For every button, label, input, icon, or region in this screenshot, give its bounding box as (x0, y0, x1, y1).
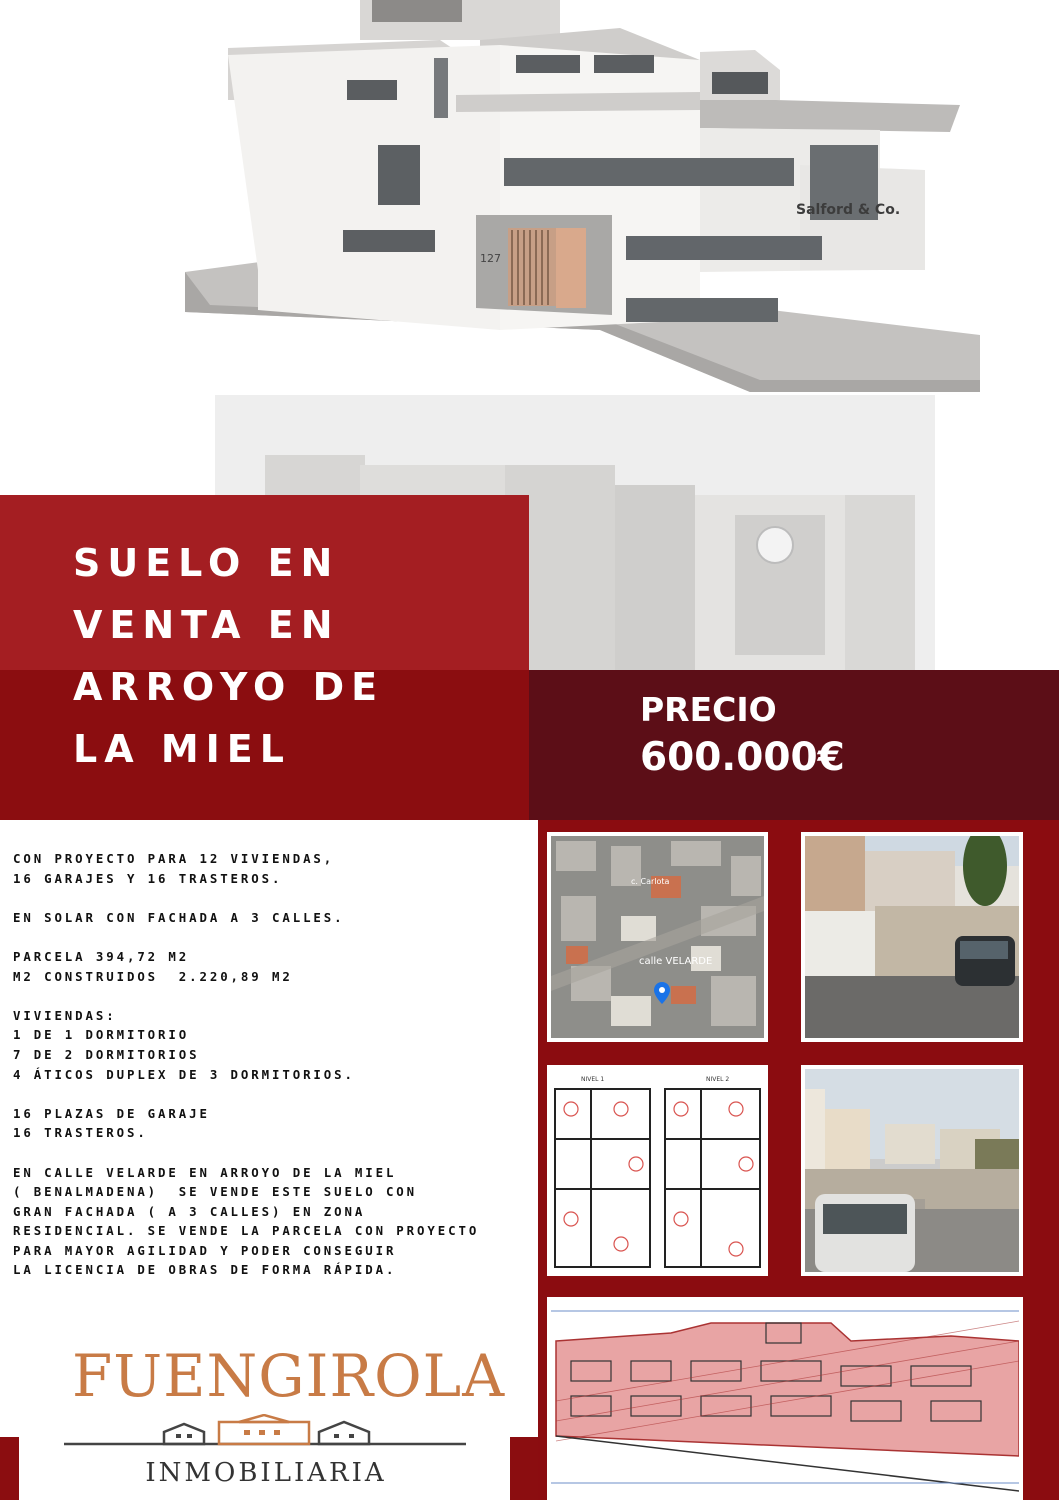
price-value: 600.000€ (640, 735, 845, 780)
description-paragraph (13, 908, 538, 928)
description-line: PARA MAYOR AGILIDAD Y PODER CONSEGUIR (13, 1242, 397, 1258)
plan-label-right: NIVEL 2 (706, 1076, 730, 1083)
house-number: 127 (480, 252, 501, 265)
description-line: EN CALLE VELARDE EN ARROYO DE LA MIEL (13, 1164, 397, 1180)
description-line: 16 GARAJES Y 16 TRASTEROS. (13, 870, 283, 886)
title-line: ARROYO DE (73, 665, 385, 709)
listing-title (73, 532, 513, 780)
description-line: ( BENALMADENA) SE VENDE ESTE SUELO CON (13, 1184, 418, 1200)
title-line: SUELO EN (73, 541, 340, 585)
title-line: LA MIEL (73, 727, 291, 771)
plan-label-left: NIVEL 1 (581, 1076, 605, 1083)
title-line: VENTA EN (73, 603, 340, 647)
description-line: 16 TRASTEROS. (13, 1125, 148, 1141)
company-logo-wordmark: FUENGIROLA (72, 1342, 506, 1410)
description-paragraph (13, 1104, 538, 1143)
street-photo-1 (801, 832, 1023, 1042)
map-street-label-top: c. Carlota (631, 877, 670, 886)
description-line: RESIDENCIAL. SE VENDE LA PARCELA CON PROYECTO (13, 1223, 480, 1239)
company-logo-subtitle: INMOBILIARIA (145, 1458, 387, 1488)
aerial-map-photo (547, 832, 768, 1042)
description-line: M2 CONSTRUIDOS 2.220,89 M2 (13, 968, 293, 984)
company-logo-houses-icon (64, 1414, 466, 1450)
description-line: GRAN FACHADA ( A 3 CALLES) EN ZONA (13, 1203, 366, 1219)
description-line: 4 ÁTICOS DUPLEX DE 3 DORMITORIOS. (13, 1066, 355, 1082)
description-paragraph (13, 947, 538, 986)
description-paragraph (13, 1006, 538, 1084)
description-line: 16 PLAZAS DE GARAJE (13, 1105, 210, 1121)
description-line: CON PROYECTO PARA 12 VIVIENDAS, (13, 851, 335, 866)
decorative-corner-right (510, 1437, 538, 1500)
description-line: LA LICENCIA DE OBRAS DE FORMA RÁPIDA. (13, 1262, 397, 1278)
description-paragraph (13, 1163, 538, 1281)
price-label: PRECIO (640, 690, 777, 729)
floor-plan-photo (547, 1065, 768, 1276)
watermark: Salford & Co. (796, 202, 901, 218)
description-line: VIVIENDAS: (13, 1007, 117, 1023)
description-line: PARCELA 394,72 M2 (13, 948, 190, 964)
description-line: 1 DE 1 DORMITORIO (13, 1027, 190, 1043)
description-line: EN SOLAR CON FACHADA A 3 CALLES. (13, 909, 345, 925)
description (13, 849, 538, 1300)
elevation-drawing (547, 1297, 1023, 1500)
street-photo-2 (801, 1065, 1023, 1276)
description-paragraph (13, 849, 538, 888)
building-render-top (0, 0, 1059, 395)
decorative-corner-left (0, 1437, 19, 1500)
description-line: 7 DE 2 DORMITORIOS (13, 1046, 200, 1062)
map-street-label: calle VELARDE (639, 956, 713, 967)
